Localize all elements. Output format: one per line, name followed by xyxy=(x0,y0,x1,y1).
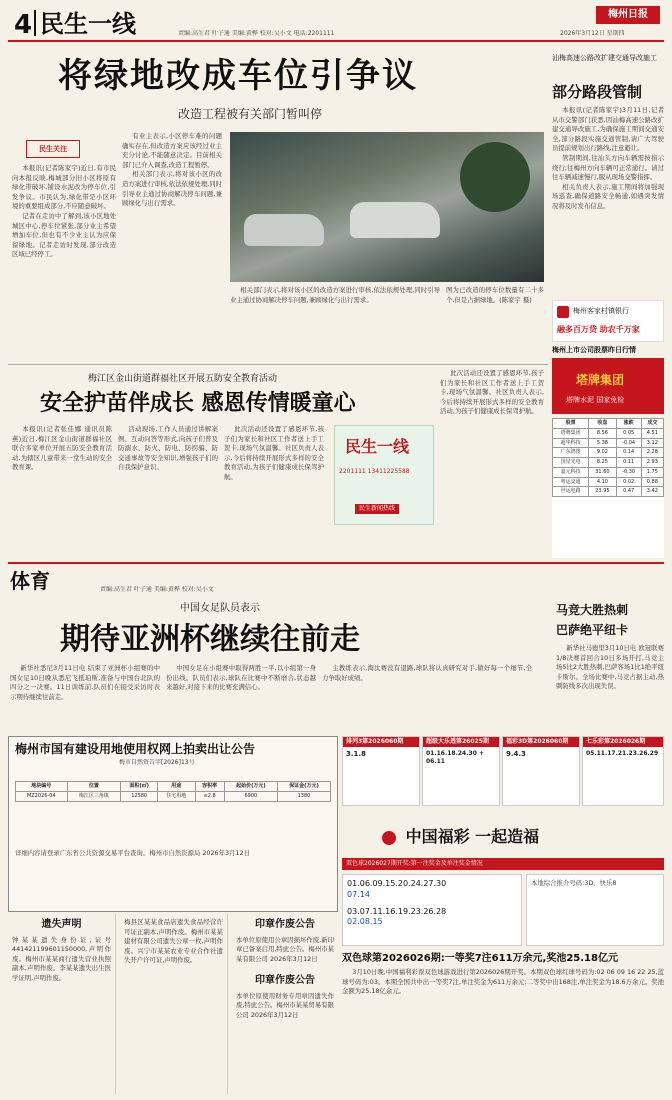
table-cell: 0.14 xyxy=(616,448,641,458)
column-header: 面积(㎡) xyxy=(121,782,158,792)
lottery-box xyxy=(342,736,420,806)
table-cell: MZ2026-04 xyxy=(16,791,68,801)
sports-side-title: 马竞大胜热刺 xyxy=(556,603,629,617)
side-kicker: 汕梅高速公路改扩建交通导改施工 xyxy=(552,54,657,62)
lottery-box-title: 七乐彩第2026026期 xyxy=(583,737,663,747)
table-cell: 国星光电 xyxy=(553,458,589,468)
lead-badge xyxy=(26,140,80,158)
lottery-box-title: 排列3第2026060期 xyxy=(343,737,419,747)
classified-col-2 xyxy=(120,914,228,1094)
classified-heading: 印章作废公告 xyxy=(255,919,315,930)
section-title: 民生一线 xyxy=(40,10,136,38)
bank-slogan: 融多百万贷 助农千万家 xyxy=(557,325,640,334)
event-col-3 xyxy=(224,425,324,557)
lead-paragraph: 本报讯(记者陈家宇)近日,有市民向本报反映,梅城部分旧小区将原有绿化带破坏,铺设水泥改为停车位,引发争议。市民认为,绿化带是小区环境的重要组成部分,不应随意破坏。 xyxy=(12,164,116,211)
classified-col-3 xyxy=(232,914,338,1094)
classified-col-1 xyxy=(8,914,116,1094)
sports-kicker: 中国女足队员表示 xyxy=(180,603,260,614)
column-header: 涨跌 xyxy=(616,419,641,429)
hotline-title: 民生一线 xyxy=(345,437,410,456)
car-shape xyxy=(350,202,440,238)
lottery-result: 9.4.3 xyxy=(506,750,526,759)
table-row xyxy=(553,477,664,487)
lottery-result: 01.16.18.24.30 + 06.11 xyxy=(426,750,484,766)
event-paragraph: 此次活动还设置了感恩环节,孩子们为家长和社区工作者送上手工贺卡,现场气氛温馨。社区负责人表示,今后将持续开展形式多样的安全教育活动,为孩子们健康成长保驾护航。 xyxy=(224,425,324,482)
welfare-lottery-title xyxy=(382,826,539,848)
sports-col-1 xyxy=(10,664,160,728)
event-col-4 xyxy=(440,369,544,557)
page-header xyxy=(0,0,672,44)
sports-paragraph: 中国女足在小组赛中取得两胜一平,以小组第一身份出线。队员们表示,球队在比赛中不断磨合,状态越来越好,对接下来的比赛充满信心。 xyxy=(166,664,316,692)
ssq-blue: 07.14 xyxy=(347,889,370,899)
sports-title: 期待亚洲杯继续往前走 xyxy=(60,622,360,657)
classified-text: 本单位原使用公章因损坏作废,新印章已备案启用,特此公告。梅州市某某有限公司 2026年3月12日 xyxy=(236,935,334,963)
table-row xyxy=(553,448,664,458)
hotline-number: 2201111 13411225588 xyxy=(339,468,410,475)
bank-name: 梅州客家村镇银行 xyxy=(573,307,629,315)
table-cell: 3.42 xyxy=(641,487,663,497)
table-cell: -0.30 xyxy=(616,467,641,477)
sports-paragraph: 主教练表示,淘汰赛没有退路,球队将认真研究对手,做好每一个细节,全力争取好成绩。 xyxy=(322,664,532,682)
column-header: 收盘 xyxy=(589,419,616,429)
lottery-box xyxy=(502,736,580,806)
notice-number: 梅市自然资告字[2026]13号 xyxy=(119,759,195,766)
event-col-2 xyxy=(118,425,218,557)
table-cell: 世运电路 xyxy=(553,487,589,497)
table-cell: 4.51 xyxy=(641,428,663,438)
table-cell: 0.11 xyxy=(616,458,641,468)
welfare-slogan: 中国福彩 一起造福 xyxy=(405,827,540,846)
lead-paragraph: 相关部门表示,将对该小区的改造方案进行审核,依法依规处理,同时引导业主通过协商解决停车问题,兼顾绿化与出行需求。 xyxy=(122,170,222,208)
table-row xyxy=(553,487,664,497)
lead-col-3 xyxy=(230,286,440,356)
classified-heading: 遗失声明 xyxy=(41,919,82,930)
table-cell: 5.38 xyxy=(589,438,616,448)
table-row xyxy=(16,791,331,801)
page-number: 4 xyxy=(14,10,33,40)
table-cell: 广东鸿图 xyxy=(553,448,589,458)
table-row xyxy=(553,428,664,438)
ssq-blue-2: 02.08.15 xyxy=(347,917,383,927)
hotline-ad xyxy=(334,425,434,525)
table-row xyxy=(553,458,664,468)
column-header: 地块编号 xyxy=(16,782,68,792)
table-cell: 3.12 xyxy=(641,438,663,448)
table-cell: 梅江区三角镇 xyxy=(67,791,121,801)
event-kicker: 梅江区金山街道群福社区开展五防安全教育活动 xyxy=(88,374,278,384)
sports-side-subtitle: 巴萨绝平纽卡 xyxy=(556,623,629,637)
table-cell: 9.02 xyxy=(589,448,616,458)
kl8-recommend: 本地综合推介号码:3D、快乐8 xyxy=(526,874,664,946)
table-cell: 0.88 xyxy=(641,477,663,487)
lottery-section xyxy=(342,736,664,1094)
lottery-result: 3.1.8 xyxy=(346,750,366,759)
sports-credits: 责编:高生君 叶子通 美编:黄桦 校对:吴小文 xyxy=(100,586,214,593)
table-cell: -0.04 xyxy=(616,438,641,448)
lead-story xyxy=(8,48,548,360)
ssq-result xyxy=(342,874,522,946)
lottery-box xyxy=(422,736,500,806)
table-cell: 住宅用地 xyxy=(158,791,195,801)
column-header: 保证金(万元) xyxy=(277,782,330,792)
event-col-1 xyxy=(12,425,112,557)
sports-side-paragraph: 新华社马德里3月10日电 欧冠联赛1/8决赛首回合10日多场开打,马竞主场5比2大胜热刺,巴萨客场1比1绝平纽卡斯尔。全场比赛中,马竞占据主动,热刺防线多次出现失误。 xyxy=(556,644,664,691)
classified-text: 钟某某遗失身份证,证号441421199601150000,声明作废。梅州市某某商行遗失营业执照副本,声明作废。李某某遗失出生医学证明,声明作废。 xyxy=(12,935,111,982)
table-cell: 6900 xyxy=(224,791,277,801)
lead-badge-text: 民生关注 xyxy=(39,145,67,153)
column-header: 成交 xyxy=(641,419,663,429)
table-cell: 超华科技 xyxy=(553,438,589,448)
lead-photo xyxy=(230,132,544,282)
lottery-result: 05.11.17.21.23.26.29 xyxy=(586,750,659,758)
classified-text: 本单位原使用财务专用章因遗失作废,特此公告。梅州市某某贸易有限公司 2026年3月12日 xyxy=(236,991,334,1020)
lottery-body xyxy=(342,968,664,1088)
welfare-logo-icon xyxy=(382,831,396,845)
table-cell: 8.25 xyxy=(589,458,616,468)
stock-title: 梅州上市公司股票昨日行情 xyxy=(552,346,636,354)
sports-section xyxy=(0,562,672,732)
notice-title: 梅州市国有建设用地使用权网上拍卖出让公告 xyxy=(15,742,256,756)
table-header-row xyxy=(16,782,331,792)
classifieds xyxy=(8,914,338,1094)
lead-subtitle: 改造工程被有关部门暂叫停 xyxy=(178,107,323,121)
table-cell: 0.47 xyxy=(616,487,641,497)
bank-ad xyxy=(552,300,664,342)
sports-col-3 xyxy=(322,664,532,728)
table-cell: 4.10 xyxy=(589,477,616,487)
sports-paragraph: 新华社悉尼3月11日电 结束了亚洲杯小组赛的中国女足10日晚从悉尼飞抵珀斯,准备与中国台北队的四分之一决赛。11日训练前,队员们在接受采访时表示期待继续往前走。 xyxy=(10,664,160,701)
table-cell: 23.95 xyxy=(589,487,616,497)
stock-box xyxy=(552,346,664,560)
lead-paragraph: 相关部门表示,将对该小区的改造方案进行审核,依法依规处理,同时引导业主通过协商解决停车问题,兼顾绿化与出行需求。 xyxy=(230,286,440,304)
car-shape xyxy=(244,214,324,246)
sports-side-body xyxy=(556,644,664,728)
column-header: 容积率 xyxy=(195,782,224,792)
side-title: 部分路段管制 xyxy=(552,83,643,101)
table-cell: 1380 xyxy=(277,791,330,801)
table-cell: 0.02 xyxy=(616,477,641,487)
classified-heading: 印章作废公告 xyxy=(255,975,315,987)
lottery-headline: 双色球第2026026期:一等奖7注611万余元,奖池25.18亿元 xyxy=(342,953,618,964)
tree-shape xyxy=(460,142,530,212)
side-body xyxy=(552,106,664,302)
lead-caption: 图为已改造的停车位数量有二十多个,但是占据绿地。(陈家宇 摄) xyxy=(446,286,544,304)
sports-col-2 xyxy=(166,664,316,728)
lottery-box-title: 福彩3D第2026060期 xyxy=(503,737,579,747)
event-paragraph: 此次活动还设置了感恩环节,孩子们为家长和社区工作者送上手工贺卡,现场气氛温馨。社区负责人表示,今后将持续开展形式多样的安全教育活动,为孩子们健康成长保驾护航。 xyxy=(440,369,544,416)
side-paragraph: 管制期间,往汕头方向车辆需按指示绕行;往梅州方向车辆可正常通行。请过往车辆减速慢行,服从现场交警指挥。 xyxy=(552,154,664,182)
ssq-bar: 双色球2026027期开奖:第一注奖金及单注奖金情况 xyxy=(342,858,664,870)
column-header: 股票 xyxy=(553,419,589,429)
lottery-paragraph: 3月10日晚,中国福利彩票双色球游戏进行第2026026期开奖。本期双色球红球号码为:02 06 09 16 22 25,蓝球号码为:03。本期全国共中出一等奖7注,单注奖金为611万余元;二等奖中出168注,单注奖金为18.6万余元。奖池金额为25.18亿余元。 xyxy=(342,968,664,996)
company-name: 塔牌集团 xyxy=(576,373,625,387)
table-cell: 1.75 xyxy=(641,467,663,477)
ssq-red-2: 03.07.11.16.19.23.26.28 xyxy=(347,906,447,916)
ssq-red: 01.06.09.15.20.24.27.30 xyxy=(347,879,447,888)
company-slogan: 塔牌水泥 国家免检 xyxy=(566,396,625,404)
table-cell: 12580 xyxy=(121,791,158,801)
table-cell: 0.05 xyxy=(616,428,641,438)
table-header-row xyxy=(553,419,664,429)
header-credits: 责编:高生君 叶子通 美编:黄桦 校对:吴小文 电话:2201111 xyxy=(178,30,335,37)
table-cell: 31.60 xyxy=(589,467,616,477)
side-news xyxy=(552,48,664,344)
event-story xyxy=(8,364,548,560)
bank-logo-icon xyxy=(557,306,569,318)
table-cell: 嘉元科技 xyxy=(553,467,589,477)
table-cell: 塔牌集团 xyxy=(553,428,589,438)
lead-paragraph: 记者在走访中了解到,该小区地处城区中心,停车位紧张,部分业主希望增加车位,但也有不少业主认为应保留绿地。记者走访时发现,部分改造区域已经停工。 xyxy=(12,212,116,259)
side-paragraph: 相关负责人表示,施工期间将加强现场巡查,确保道路安全畅通,如遇突发情况将及时发布信息。 xyxy=(552,182,664,211)
table-cell: ≤2.8 xyxy=(195,791,224,801)
table-cell: 8.56 xyxy=(589,428,616,438)
table-cell: 2.28 xyxy=(641,448,663,458)
notice-note: 详细内容请登录广东省公共资源交易平台查询。梅州市自然资源局 2026年3月12日 xyxy=(15,849,250,857)
lottery-box xyxy=(582,736,664,806)
table-cell: 2.93 xyxy=(641,458,663,468)
lead-paragraph: 有业主表示,小区停车难的问题确实存在,但改造方案应该经过业主充分讨论,不能随意决定。目前相关部门已介入调查,改造工程暂停。 xyxy=(122,132,222,169)
stock-table-wrap xyxy=(552,418,664,558)
column-header: 起始价(万元) xyxy=(224,782,277,792)
land-notice xyxy=(8,736,338,912)
side-paragraph: 本报讯(记者陈家宇)3月11日,记者从市交警部门获悉,因汕梅高速公路改扩建交通导改施工,为确保施工期间交通安全,部分路段实施交通管制,请广大驾驶员提前规划出行路线,注意避让。 xyxy=(552,106,664,153)
lottery-box-title: 超级大乐透第26025期 xyxy=(423,737,499,747)
lead-col-2 xyxy=(122,132,222,358)
table-cell: 粤运交通 xyxy=(553,477,589,487)
table-row xyxy=(553,467,664,477)
hotline-label: 民生新闻热线 xyxy=(355,504,399,514)
column-header: 位置 xyxy=(67,782,121,792)
event-title: 安全护苗伴成长 感恩传情暖童心 xyxy=(40,390,356,416)
header-date: 2026年3月12日 星期四 xyxy=(560,30,625,37)
sports-label: 体育 xyxy=(10,569,50,593)
notice-table xyxy=(15,781,331,802)
stock-ad xyxy=(552,358,664,414)
table-row xyxy=(553,438,664,448)
lead-col-1 xyxy=(12,164,116,358)
event-paragraph: 活动现场,工作人员通过讲解案例、互动问答等形式,向孩子们普及防溺水、防火、防电、防拐骗、防交通事故等安全知识,增强孩子们的自我保护意识。 xyxy=(118,425,218,472)
paper-logo xyxy=(596,6,660,24)
classified-text: 梅县区某某食品店遗失食品经营许可证正副本,声明作废。梅州市某某建材有限公司遗失公章一枚,声明作废。兴宁市某某农业专业合作社遗失开户许可证,声明作废。 xyxy=(124,918,223,965)
paper-logo-text: 梅州日报 xyxy=(608,9,648,20)
lead-title: 将绿地改成车位引争议 xyxy=(58,56,418,96)
stock-table xyxy=(552,418,664,497)
column-header: 用途 xyxy=(158,782,195,792)
event-paragraph: 本报讯(记者张佳娜 通讯员陈燕)近日,梅江区金山街道群福社区联合多家单位开展五防安全教育活动,为辖区儿童带来一堂生动的安全教育课。 xyxy=(12,425,112,472)
notice-table-wrap xyxy=(15,781,331,841)
